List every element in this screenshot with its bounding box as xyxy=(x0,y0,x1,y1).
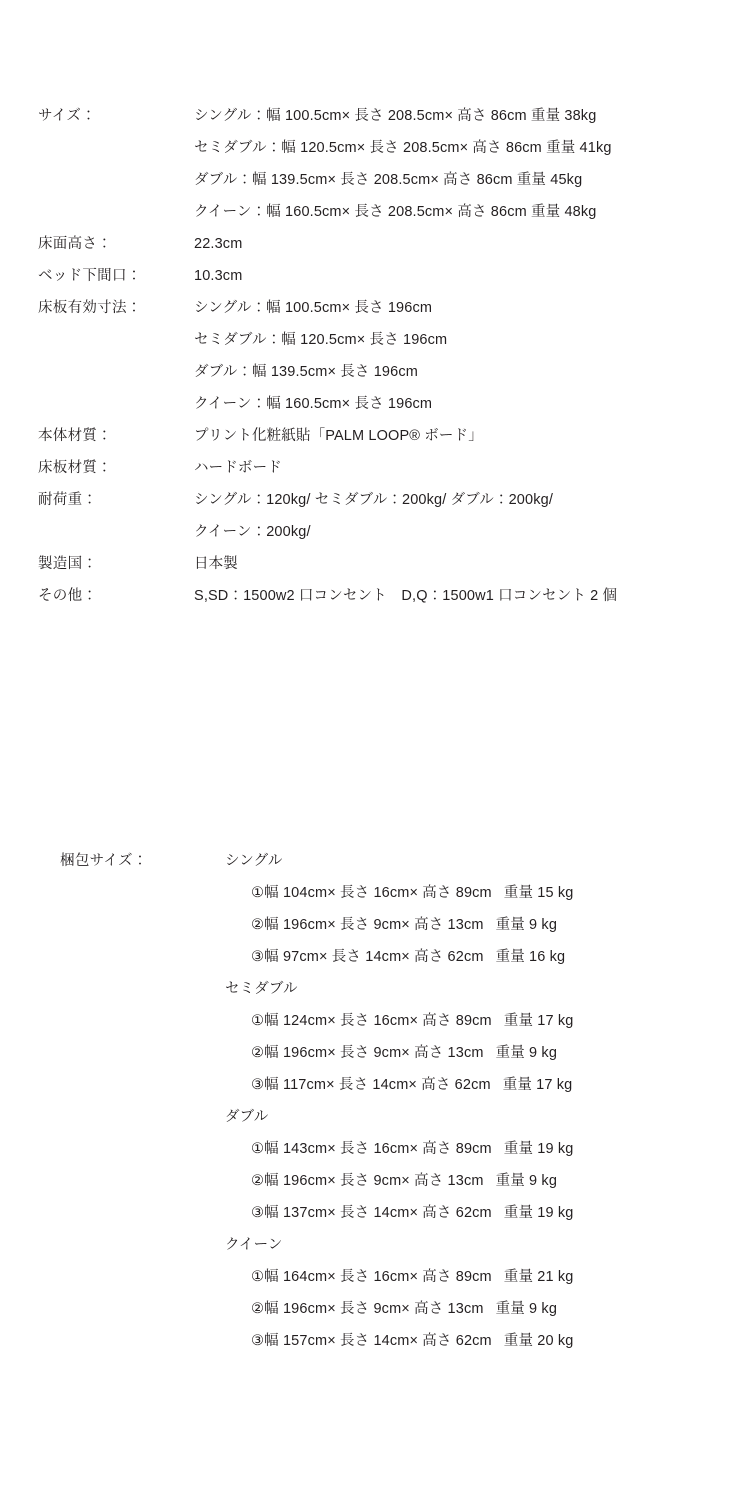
packaging-item-weight: 重量 17 kg xyxy=(502,1077,573,1093)
spec-value: ダブル：幅 139.5cm× 長さ 196cm xyxy=(194,364,418,380)
packaging-item-weight: 重量 19 kg xyxy=(503,1205,574,1221)
packaging-item xyxy=(225,1293,740,1325)
spec-value: 22.3cm xyxy=(194,236,243,252)
spec-value-group xyxy=(194,228,728,260)
spec-value-group xyxy=(194,580,728,612)
packaging-item-weight: 重量 16 kg xyxy=(495,949,566,965)
spec-label: その他： xyxy=(38,588,98,604)
spec-value-group xyxy=(194,100,728,228)
packaging-group-name: セミダブル xyxy=(225,981,298,997)
packaging-item-weight: 重量 19 kg xyxy=(503,1141,574,1157)
packaging-item-dims: ①幅 164cm× 長さ 16cm× 高さ 89cm xyxy=(251,1269,492,1285)
packaging-group-name: ダブル xyxy=(225,1109,269,1125)
spec-row-other xyxy=(38,580,728,612)
packaging-item-dims: ③幅 97cm× 長さ 14cm× 高さ 62cm xyxy=(251,949,484,965)
packaging-item xyxy=(225,1069,740,1101)
spec-value: ダブル：幅 139.5cm× 長さ 208.5cm× 高さ 86cm 重量 45kg xyxy=(194,172,583,188)
packaging-item-weight: 重量 15 kg xyxy=(503,885,574,901)
packaging-item-dims: ②幅 196cm× 長さ 9cm× 高さ 13cm xyxy=(251,1173,484,1189)
packaging-item-weight: 重量 9 kg xyxy=(495,1045,558,1061)
spec-value-group xyxy=(194,548,728,580)
packaging-size-table xyxy=(60,845,740,1357)
spec-value: シングル：幅 100.5cm× 長さ 208.5cm× 高さ 86cm 重量 38kg xyxy=(194,108,597,124)
spec-row-slat-material xyxy=(38,452,728,484)
packaging-header-row xyxy=(60,845,740,1357)
packaging-item-weight: 重量 17 kg xyxy=(503,1013,574,1029)
spec-value-group xyxy=(194,292,728,420)
spec-value: 日本製 xyxy=(194,556,238,572)
packaging-item xyxy=(225,877,740,909)
packaging-item-dims: ①幅 124cm× 長さ 16cm× 高さ 89cm xyxy=(251,1013,492,1029)
packaging-item xyxy=(225,1165,740,1197)
packaging-item xyxy=(225,1037,740,1069)
packaging-item-dims: ③幅 157cm× 長さ 14cm× 高さ 62cm xyxy=(251,1333,492,1349)
spec-row-slat-dimensions xyxy=(38,292,728,420)
spec-row-body-material xyxy=(38,420,728,452)
spec-value: クイーン：幅 160.5cm× 長さ 208.5cm× 高さ 86cm 重量 48kg xyxy=(194,204,597,220)
packaging-item-dims: ③幅 117cm× 長さ 14cm× 高さ 62cm xyxy=(251,1077,491,1093)
spec-label: 本体材質： xyxy=(38,428,112,444)
spec-label: 製造国： xyxy=(38,556,98,572)
specification-table xyxy=(38,100,728,612)
packaging-group-double xyxy=(225,1101,740,1229)
spec-row-floor-height xyxy=(38,228,728,260)
packaging-item-dims: ②幅 196cm× 長さ 9cm× 高さ 13cm xyxy=(251,1045,484,1061)
packaging-item xyxy=(225,1325,740,1357)
spec-value: クイーン：幅 160.5cm× 長さ 196cm xyxy=(194,396,433,412)
packaging-item-dims: ②幅 196cm× 長さ 9cm× 高さ 13cm xyxy=(251,1301,484,1317)
spec-row-size xyxy=(38,100,728,228)
packaging-item-weight: 重量 9 kg xyxy=(495,917,558,933)
packaging-item-weight: 重量 9 kg xyxy=(495,1173,558,1189)
spec-row-country-of-origin xyxy=(38,548,728,580)
packaging-group-single xyxy=(225,845,740,973)
packaging-label: 梱包サイズ： xyxy=(60,853,148,869)
spec-label: サイズ： xyxy=(38,108,96,124)
spec-value-group xyxy=(194,260,728,292)
packaging-group-semi-double xyxy=(225,973,740,1101)
spec-row-under-bed-clearance xyxy=(38,260,728,292)
packaging-item-dims: ②幅 196cm× 長さ 9cm× 高さ 13cm xyxy=(251,917,484,933)
spec-value-group xyxy=(194,452,728,484)
packaging-item-weight: 重量 21 kg xyxy=(503,1269,574,1285)
spec-value: シングル：幅 100.5cm× 長さ 196cm xyxy=(194,300,433,316)
packaging-item xyxy=(225,909,740,941)
packaging-group-list xyxy=(225,845,740,1357)
spec-label: 耐荷重： xyxy=(38,492,98,508)
packaging-item-weight: 重量 9 kg xyxy=(495,1301,558,1317)
packaging-group-name: クイーン xyxy=(225,1237,283,1253)
spec-value-group xyxy=(194,420,728,452)
packaging-item-dims: ①幅 104cm× 長さ 16cm× 高さ 89cm xyxy=(251,885,492,901)
packaging-item-dims: ③幅 137cm× 長さ 14cm× 高さ 62cm xyxy=(251,1205,492,1221)
spec-value: セミダブル：幅 120.5cm× 長さ 196cm xyxy=(194,332,448,348)
spec-label: 床面高さ： xyxy=(38,236,112,252)
spec-row-load-capacity xyxy=(38,484,728,548)
packaging-item-weight: 重量 20 kg xyxy=(503,1333,574,1349)
spec-value: S,SD：1500w2 口コンセント D,Q：1500w1 口コンセント 2 個 xyxy=(194,588,618,604)
packaging-group-name: シングル xyxy=(225,853,283,869)
packaging-item xyxy=(225,941,740,973)
packaging-group-queen xyxy=(225,1229,740,1357)
spec-value: 10.3cm xyxy=(194,268,243,284)
packaging-item xyxy=(225,1261,740,1293)
spec-label: 床板材質： xyxy=(38,460,112,476)
spec-value: ハードボード xyxy=(194,460,282,476)
spec-label: 床板有効寸法： xyxy=(38,300,142,316)
spec-value: セミダブル：幅 120.5cm× 長さ 208.5cm× 高さ 86cm 重量 41kg xyxy=(194,140,612,156)
spec-value: クイーン：200kg/ xyxy=(194,524,311,540)
packaging-item-dims: ①幅 143cm× 長さ 16cm× 高さ 89cm xyxy=(251,1141,492,1157)
packaging-item xyxy=(225,1005,740,1037)
packaging-item xyxy=(225,1133,740,1165)
spec-label: ベッド下間口： xyxy=(38,268,142,284)
spec-value-group xyxy=(194,484,728,548)
spec-value: シングル：120kg/ セミダブル：200kg/ ダブル：200kg/ xyxy=(194,492,553,508)
spec-value: プリント化粧紙貼「PALM LOOP® ボード」 xyxy=(194,428,483,444)
packaging-item xyxy=(225,1197,740,1229)
